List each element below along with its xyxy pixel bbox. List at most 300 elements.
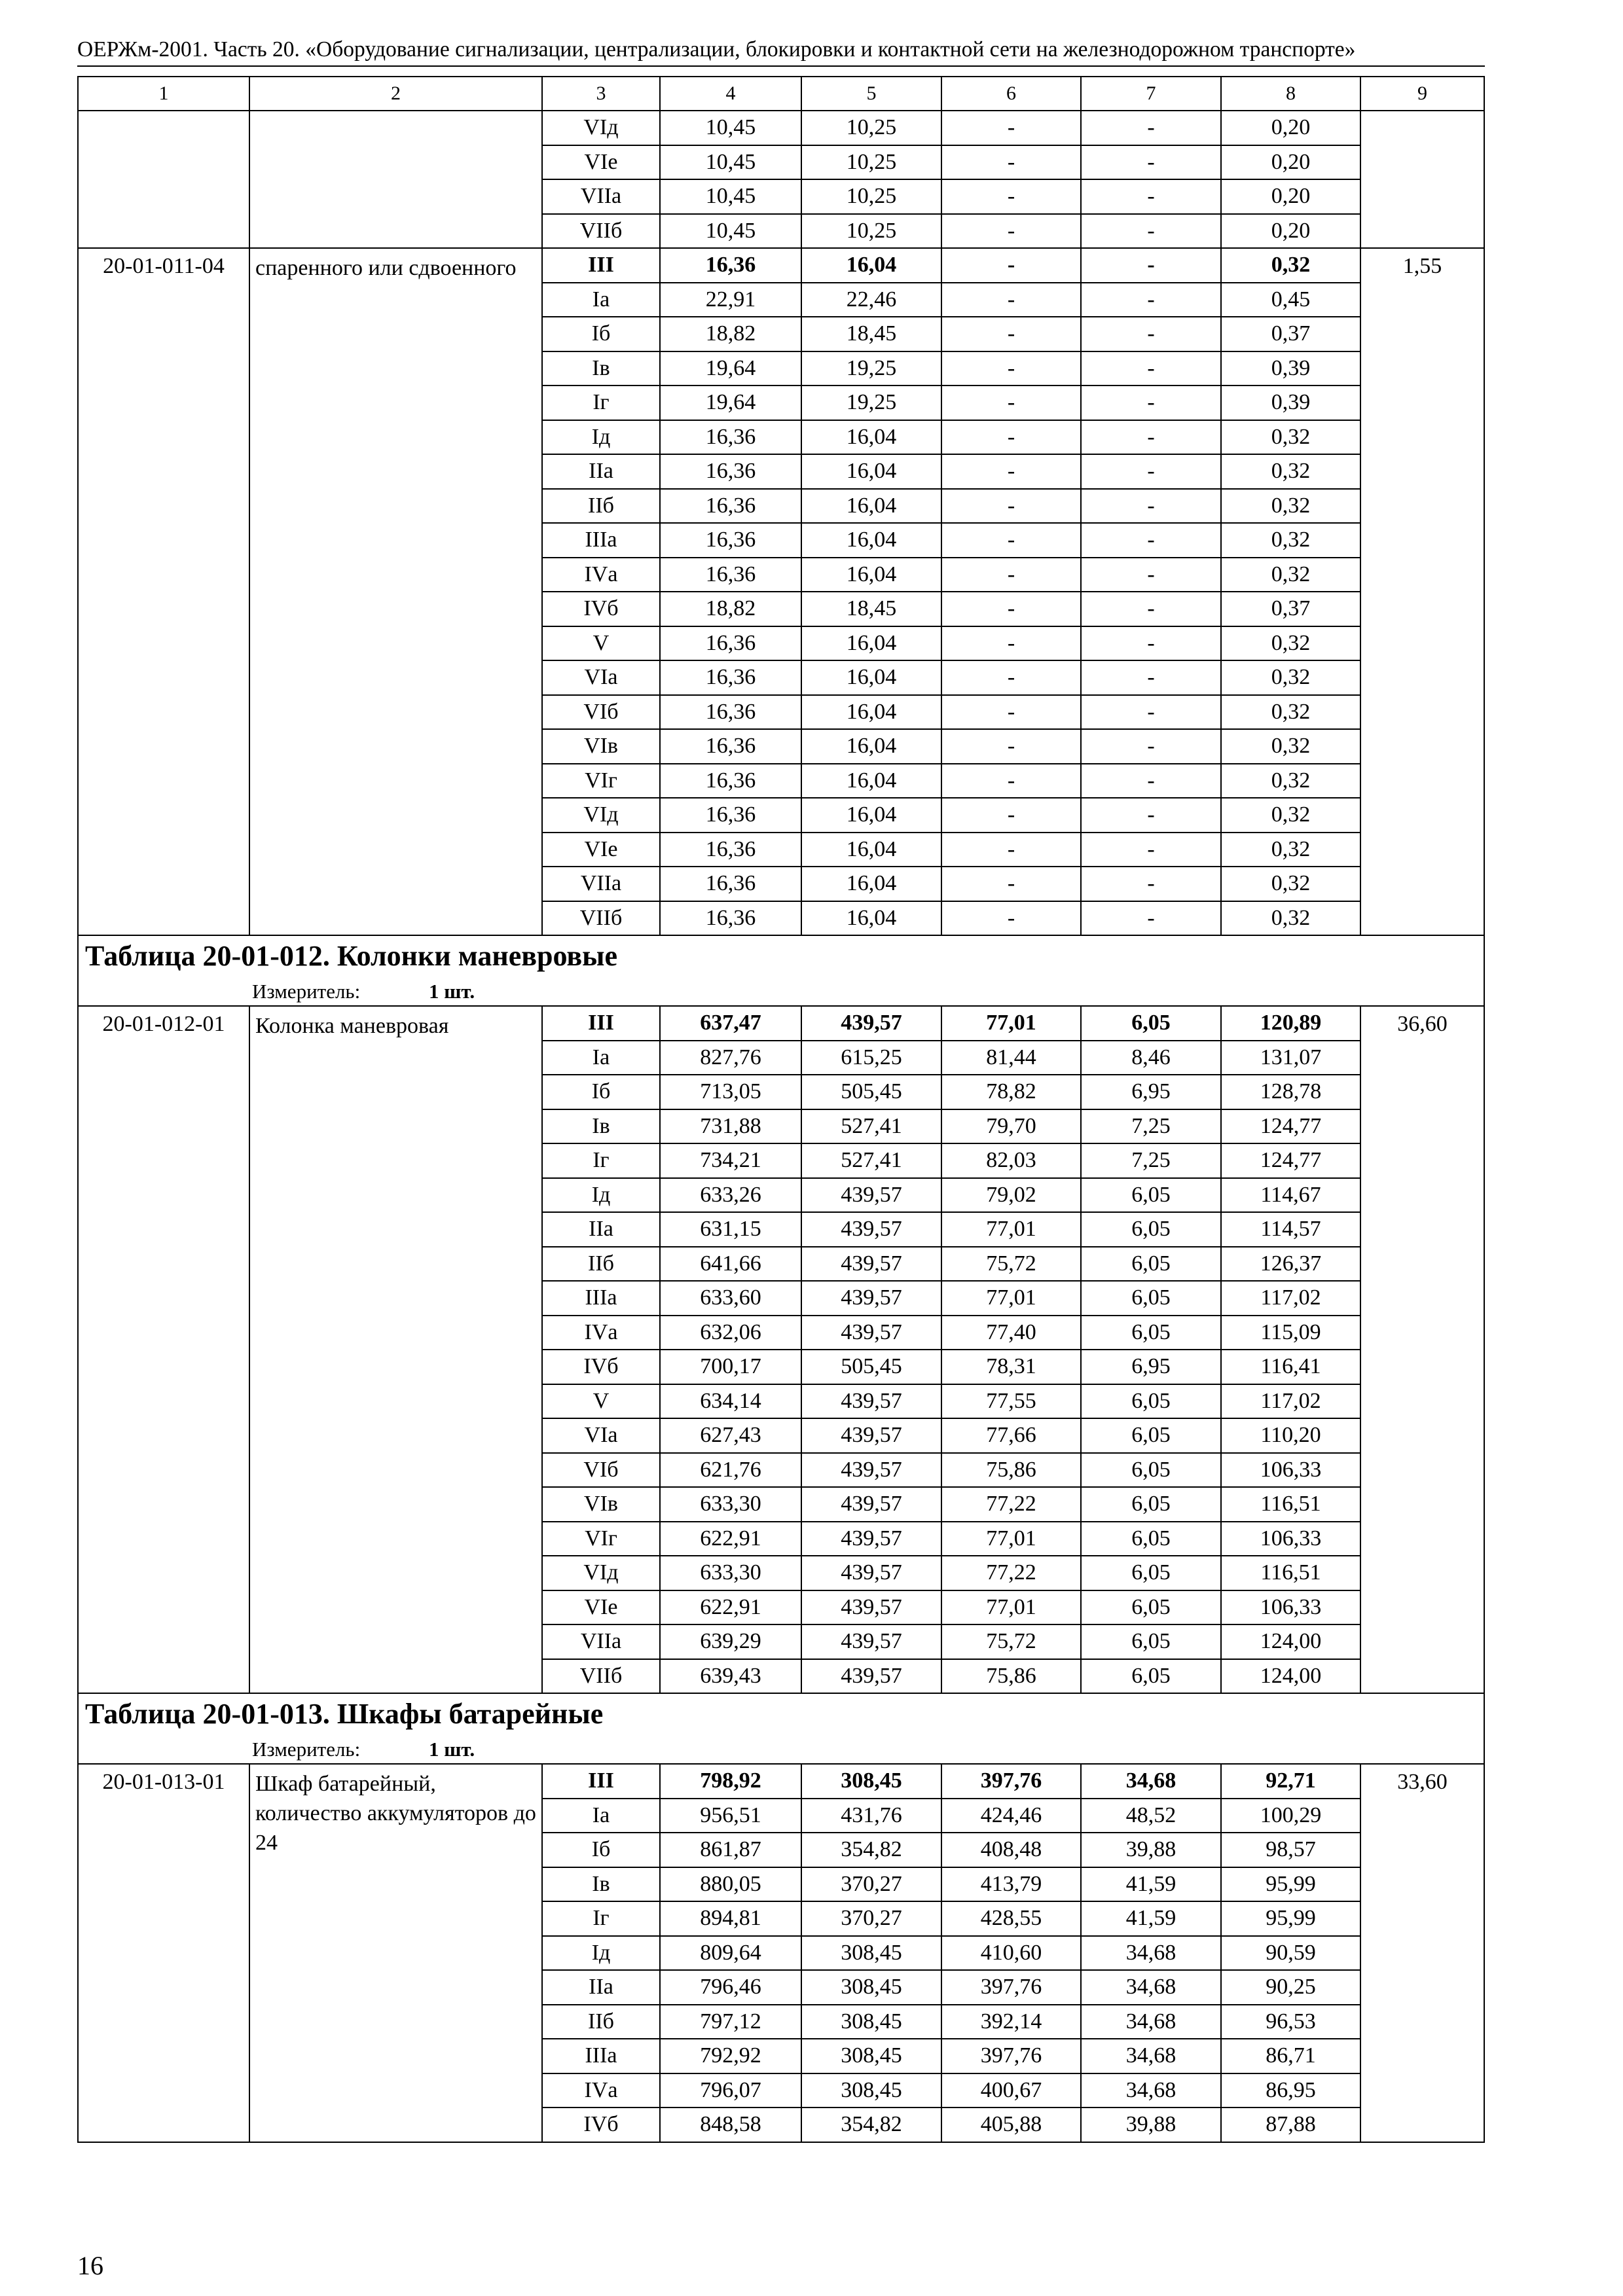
value-cell: 0,20 (1221, 179, 1360, 214)
value-cell: 639,43 (660, 1659, 801, 1694)
value-cell: 77,22 (941, 1556, 1081, 1590)
value-cell: 34,68 (1081, 2039, 1221, 2073)
value-cell: 6,05 (1081, 1006, 1221, 1041)
zone-cell: IIIа (542, 523, 660, 558)
value-cell: - (941, 592, 1081, 626)
value-cell: 731,88 (660, 1109, 801, 1144)
value-cell: 0,20 (1221, 145, 1360, 180)
zone-cell: VIд (542, 111, 660, 145)
value-cell: - (941, 214, 1081, 249)
value-cell: 0,32 (1221, 901, 1360, 936)
value-cell: 39,88 (1081, 2108, 1221, 2142)
value-cell: 16,04 (801, 729, 941, 764)
column-number: 1 (78, 77, 249, 111)
value-cell: 116,51 (1221, 1556, 1360, 1590)
column-number: 4 (660, 77, 801, 111)
value-cell: 7,25 (1081, 1143, 1221, 1178)
value-cell: 116,41 (1221, 1350, 1360, 1384)
zone-cell: Iд (542, 1178, 660, 1213)
value-cell: 6,95 (1081, 1350, 1221, 1384)
unit-cell (78, 977, 1484, 1006)
zone-cell: VIв (542, 1487, 660, 1522)
value-cell: 116,51 (1221, 1487, 1360, 1522)
value-cell: 22,91 (660, 283, 801, 317)
zone-cell: IIб (542, 489, 660, 524)
value-cell: - (941, 145, 1081, 180)
value-cell: - (941, 729, 1081, 764)
value-cell: 0,45 (1221, 283, 1360, 317)
value-cell: 19,64 (660, 386, 801, 420)
value-cell: 86,95 (1221, 2073, 1360, 2108)
value-cell: 439,57 (801, 1556, 941, 1590)
unit-row (78, 977, 1484, 1006)
value-cell: - (941, 867, 1081, 901)
zone-cell: IVб (542, 592, 660, 626)
value-cell: 39,88 (1081, 1833, 1221, 1867)
value-cell: - (941, 901, 1081, 936)
value-cell: 0,32 (1221, 833, 1360, 867)
value-cell: 405,88 (941, 2108, 1081, 2142)
value-cell: 19,25 (801, 351, 941, 386)
value-cell: 106,33 (1221, 1453, 1360, 1488)
header-rule (77, 65, 1485, 67)
value-cell: 439,57 (801, 1212, 941, 1247)
value-cell: 439,57 (801, 1281, 941, 1316)
value-cell: 0,20 (1221, 111, 1360, 145)
value-cell: 16,36 (660, 523, 801, 558)
value-cell: 6,05 (1081, 1247, 1221, 1282)
zone-cell: VIIа (542, 1624, 660, 1659)
value-cell: 90,25 (1221, 1970, 1360, 2005)
value-cell: 408,48 (941, 1833, 1081, 1867)
value-cell: - (1081, 660, 1221, 695)
zone-cell: Iа (542, 1041, 660, 1075)
zone-cell: VIа (542, 1418, 660, 1453)
zone-cell: VIг (542, 764, 660, 798)
value-cell: 6,05 (1081, 1522, 1221, 1556)
value-cell: 16,04 (801, 833, 941, 867)
value-cell: 8,46 (1081, 1041, 1221, 1075)
value-cell: 634,14 (660, 1384, 801, 1419)
code-cell (78, 111, 249, 248)
value-cell: 10,25 (801, 111, 941, 145)
zone-cell: VIг (542, 1522, 660, 1556)
value-cell: - (1081, 626, 1221, 661)
value-cell: 0,32 (1221, 420, 1360, 455)
value-cell: 124,00 (1221, 1624, 1360, 1659)
value-cell: 106,33 (1221, 1522, 1360, 1556)
value-cell: 87,88 (1221, 2108, 1360, 2142)
value-cell: 637,47 (660, 1006, 801, 1041)
zone-cell: IIIа (542, 2039, 660, 2073)
value-cell: 16,36 (660, 833, 801, 867)
zone-cell: IIб (542, 2005, 660, 2039)
value-cell: - (1081, 695, 1221, 730)
value-cell: 48,52 (1081, 1799, 1221, 1833)
column-number: 8 (1221, 77, 1360, 111)
value-cell: 16,04 (801, 798, 941, 833)
value-cell: 16,36 (660, 729, 801, 764)
value-cell: 633,30 (660, 1556, 801, 1590)
value-cell: 16,36 (660, 901, 801, 936)
col9-cell: 1,55 (1360, 248, 1484, 935)
value-cell: 621,76 (660, 1453, 801, 1488)
value-cell: 18,45 (801, 592, 941, 626)
zone-cell: IVа (542, 2073, 660, 2108)
value-cell: 79,02 (941, 1178, 1081, 1213)
value-cell: 439,57 (801, 1418, 941, 1453)
value-cell: 627,43 (660, 1418, 801, 1453)
value-cell: 16,04 (801, 901, 941, 936)
value-cell: 34,68 (1081, 1764, 1221, 1799)
value-cell: 18,45 (801, 317, 941, 351)
value-cell: 16,36 (660, 695, 801, 730)
value-cell: - (941, 454, 1081, 489)
value-cell: 86,71 (1221, 2039, 1360, 2073)
value-cell: 79,70 (941, 1109, 1081, 1144)
value-cell: 98,57 (1221, 1833, 1360, 1867)
value-cell: 633,60 (660, 1281, 801, 1316)
value-cell: 439,57 (801, 1384, 941, 1419)
value-cell: 10,25 (801, 214, 941, 249)
value-cell: 797,12 (660, 2005, 801, 2039)
value-cell: - (1081, 764, 1221, 798)
value-cell: - (941, 833, 1081, 867)
value-cell: 77,01 (941, 1212, 1081, 1247)
value-cell: 16,04 (801, 626, 941, 661)
zone-cell: IIб (542, 1247, 660, 1282)
zone-cell: IVа (542, 558, 660, 592)
value-cell: - (941, 489, 1081, 524)
value-cell: 6,95 (1081, 1075, 1221, 1109)
value-cell: 848,58 (660, 2108, 801, 2142)
value-cell: 6,05 (1081, 1556, 1221, 1590)
value-cell: 439,57 (801, 1659, 941, 1694)
value-cell: 370,27 (801, 1901, 941, 1936)
value-cell: 75,72 (941, 1624, 1081, 1659)
column-number: 7 (1081, 77, 1221, 111)
value-cell: 120,89 (1221, 1006, 1360, 1041)
value-cell: 34,68 (1081, 1936, 1221, 1971)
value-cell: 308,45 (801, 1936, 941, 1971)
zone-cell: IIа (542, 454, 660, 489)
table-title: Таблица 20-01-012. Колонки маневровые (78, 935, 1484, 977)
value-cell: 0,20 (1221, 214, 1360, 249)
value-cell: 10,45 (660, 145, 801, 180)
value-cell: 861,87 (660, 1833, 801, 1867)
value-cell: 75,86 (941, 1659, 1081, 1694)
name-cell: спаренного или сдвоенного (249, 248, 542, 935)
column-number: 3 (542, 77, 660, 111)
zone-cell: Iв (542, 1867, 660, 1902)
table-row (78, 1006, 1484, 1041)
value-cell: 6,05 (1081, 1384, 1221, 1419)
value-cell: 77,40 (941, 1316, 1081, 1350)
value-cell: 397,76 (941, 2039, 1081, 2073)
value-cell: 7,25 (1081, 1109, 1221, 1144)
value-cell: 10,45 (660, 111, 801, 145)
zone-cell: Iг (542, 1901, 660, 1936)
value-cell: - (1081, 729, 1221, 764)
code-cell: 20-01-013-01 (78, 1764, 249, 2142)
value-cell: 439,57 (801, 1590, 941, 1625)
value-cell: - (1081, 420, 1221, 455)
table-row (78, 111, 1484, 145)
table-title-row (78, 935, 1484, 977)
value-cell: 82,03 (941, 1143, 1081, 1178)
value-cell: 78,31 (941, 1350, 1081, 1384)
value-cell: 439,57 (801, 1522, 941, 1556)
value-cell: - (941, 695, 1081, 730)
name-cell (249, 111, 542, 248)
value-cell: 115,09 (1221, 1316, 1360, 1350)
value-cell: 0,39 (1221, 386, 1360, 420)
value-cell: 124,77 (1221, 1109, 1360, 1144)
value-cell: 16,04 (801, 764, 941, 798)
value-cell: - (941, 626, 1081, 661)
value-cell: 114,57 (1221, 1212, 1360, 1247)
value-cell: 16,36 (660, 660, 801, 695)
value-cell: 131,07 (1221, 1041, 1360, 1075)
value-cell: 77,22 (941, 1487, 1081, 1522)
value-cell: - (1081, 248, 1221, 283)
value-cell: - (1081, 386, 1221, 420)
page-number: 16 (77, 2251, 103, 2280)
value-cell: 10,45 (660, 179, 801, 214)
value-cell: 308,45 (801, 2005, 941, 2039)
zone-cell: IIIа (542, 1281, 660, 1316)
value-cell: 16,04 (801, 558, 941, 592)
value-cell: 16,04 (801, 660, 941, 695)
value-cell: 956,51 (660, 1799, 801, 1833)
zone-cell: VIе (542, 1590, 660, 1625)
column-number: 6 (941, 77, 1081, 111)
zone-cell: VIIб (542, 1659, 660, 1694)
value-cell: 0,37 (1221, 592, 1360, 626)
value-cell: 117,02 (1221, 1281, 1360, 1316)
zone-cell: Iд (542, 1936, 660, 1971)
value-cell: 6,05 (1081, 1418, 1221, 1453)
value-cell: 0,37 (1221, 317, 1360, 351)
value-cell: - (1081, 489, 1221, 524)
value-cell: 397,76 (941, 1970, 1081, 2005)
value-cell: 16,04 (801, 248, 941, 283)
value-cell: - (941, 111, 1081, 145)
value-cell: - (941, 179, 1081, 214)
zone-cell: Iг (542, 386, 660, 420)
value-cell: - (1081, 833, 1221, 867)
value-cell: - (1081, 179, 1221, 214)
zone-cell: VIе (542, 833, 660, 867)
zone-cell: VIд (542, 1556, 660, 1590)
value-cell: 18,82 (660, 317, 801, 351)
value-cell: 0,32 (1221, 626, 1360, 661)
zone-cell: Iб (542, 1075, 660, 1109)
value-cell: 439,57 (801, 1624, 941, 1659)
value-cell: 439,57 (801, 1316, 941, 1350)
zone-cell: VIб (542, 1453, 660, 1488)
zone-cell: IIа (542, 1212, 660, 1247)
zone-cell: Iб (542, 1833, 660, 1867)
value-cell: - (941, 660, 1081, 695)
value-cell: - (941, 558, 1081, 592)
running-title: ОЕРЖм-2001. Часть 20. «Оборудование сигнализации, централизации, блокировки и контактной сети на железнодорожном транспорте» (77, 37, 1356, 62)
value-cell: - (941, 764, 1081, 798)
zone-cell: IVб (542, 1350, 660, 1384)
value-cell: 77,01 (941, 1006, 1081, 1041)
value-cell: 809,64 (660, 1936, 801, 1971)
value-cell: 34,68 (1081, 2005, 1221, 2039)
value-cell: - (1081, 351, 1221, 386)
value-cell: 110,20 (1221, 1418, 1360, 1453)
value-cell: 126,37 (1221, 1247, 1360, 1282)
value-cell: 615,25 (801, 1041, 941, 1075)
value-cell: 527,41 (801, 1143, 941, 1178)
value-cell: - (941, 798, 1081, 833)
value-cell: 18,82 (660, 592, 801, 626)
value-cell: 6,05 (1081, 1590, 1221, 1625)
value-cell: 894,81 (660, 1901, 801, 1936)
value-cell: 505,45 (801, 1350, 941, 1384)
value-cell: - (941, 386, 1081, 420)
value-cell: 77,01 (941, 1590, 1081, 1625)
value-cell: 75,72 (941, 1247, 1081, 1282)
value-cell: 16,04 (801, 489, 941, 524)
value-cell: 6,05 (1081, 1178, 1221, 1213)
column-number: 9 (1360, 77, 1484, 111)
value-cell: 19,25 (801, 386, 941, 420)
value-cell: 16,36 (660, 798, 801, 833)
value-cell: 96,53 (1221, 2005, 1360, 2039)
value-cell: 75,86 (941, 1453, 1081, 1488)
value-cell: - (941, 248, 1081, 283)
unit-value: 1 шт. (429, 979, 475, 1003)
value-cell: 92,71 (1221, 1764, 1360, 1799)
zone-cell: V (542, 1384, 660, 1419)
value-cell: 0,32 (1221, 695, 1360, 730)
value-cell: 633,30 (660, 1487, 801, 1522)
value-cell: 77,66 (941, 1418, 1081, 1453)
rates-table-body (78, 77, 1484, 2142)
value-cell: 41,59 (1081, 1867, 1221, 1902)
table-title: Таблица 20-01-013. Шкафы батарейные (78, 1693, 1484, 1734)
table-row (78, 248, 1484, 283)
value-cell: 90,59 (1221, 1936, 1360, 1971)
value-cell: 633,26 (660, 1178, 801, 1213)
column-number: 5 (801, 77, 941, 111)
value-cell: 308,45 (801, 2073, 941, 2108)
rates-table (77, 76, 1485, 2143)
value-cell: 354,82 (801, 1833, 941, 1867)
unit-label: Измеритель: (252, 1737, 361, 1761)
table-row (78, 1764, 1484, 1799)
value-cell: - (1081, 145, 1221, 180)
value-cell: 0,32 (1221, 558, 1360, 592)
value-cell: 439,57 (801, 1178, 941, 1213)
value-cell: 700,17 (660, 1350, 801, 1384)
zone-cell: VIв (542, 729, 660, 764)
value-cell: 114,67 (1221, 1178, 1360, 1213)
value-cell: 10,25 (801, 145, 941, 180)
value-cell: 6,05 (1081, 1659, 1221, 1694)
value-cell: 16,36 (660, 454, 801, 489)
value-cell: 34,68 (1081, 2073, 1221, 2108)
value-cell: 16,36 (660, 420, 801, 455)
value-cell: 0,32 (1221, 764, 1360, 798)
value-cell: 16,36 (660, 248, 801, 283)
value-cell: 10,25 (801, 179, 941, 214)
name-cell: Колонка маневровая (249, 1006, 542, 1693)
value-cell: 78,82 (941, 1075, 1081, 1109)
value-cell: 124,00 (1221, 1659, 1360, 1694)
value-cell: 16,36 (660, 626, 801, 661)
value-cell: 16,04 (801, 454, 941, 489)
col9-cell (1360, 111, 1484, 248)
value-cell: 734,21 (660, 1143, 801, 1178)
value-cell: - (941, 351, 1081, 386)
zone-cell: Iд (542, 420, 660, 455)
zone-cell: IVб (542, 2108, 660, 2142)
value-cell: 400,67 (941, 2073, 1081, 2108)
value-cell: - (1081, 454, 1221, 489)
value-cell: - (941, 523, 1081, 558)
value-cell: 6,05 (1081, 1453, 1221, 1488)
zone-cell: IIа (542, 1970, 660, 2005)
code-cell: 20-01-012-01 (78, 1006, 249, 1693)
value-cell: - (1081, 214, 1221, 249)
value-cell: 308,45 (801, 1764, 941, 1799)
column-number-row (78, 77, 1484, 111)
value-cell: 6,05 (1081, 1281, 1221, 1316)
value-cell: 796,46 (660, 1970, 801, 2005)
value-cell: 16,04 (801, 523, 941, 558)
value-cell: 16,36 (660, 764, 801, 798)
value-cell: 10,45 (660, 214, 801, 249)
column-number: 2 (249, 77, 542, 111)
zone-cell: VIIб (542, 214, 660, 249)
value-cell: 0,32 (1221, 248, 1360, 283)
value-cell: 77,55 (941, 1384, 1081, 1419)
value-cell: 796,07 (660, 2073, 801, 2108)
value-cell: 16,36 (660, 558, 801, 592)
value-cell: 16,04 (801, 420, 941, 455)
value-cell: 22,46 (801, 283, 941, 317)
value-cell: 397,76 (941, 1764, 1081, 1799)
value-cell: 81,44 (941, 1041, 1081, 1075)
value-cell: 77,01 (941, 1281, 1081, 1316)
value-cell: - (1081, 111, 1221, 145)
value-cell: 424,46 (941, 1799, 1081, 1833)
value-cell: 0,32 (1221, 523, 1360, 558)
value-cell: 0,32 (1221, 660, 1360, 695)
value-cell: - (941, 317, 1081, 351)
value-cell: 0,32 (1221, 867, 1360, 901)
value-cell: - (1081, 317, 1221, 351)
zone-cell: III (542, 1764, 660, 1799)
value-cell: 413,79 (941, 1867, 1081, 1902)
unit-row (78, 1734, 1484, 1764)
value-cell: 798,92 (660, 1764, 801, 1799)
value-cell: - (1081, 901, 1221, 936)
value-cell: 6,05 (1081, 1487, 1221, 1522)
value-cell: 505,45 (801, 1075, 941, 1109)
zone-cell: IVа (542, 1316, 660, 1350)
value-cell: - (1081, 558, 1221, 592)
value-cell: 439,57 (801, 1487, 941, 1522)
value-cell: - (1081, 867, 1221, 901)
value-cell: 41,59 (1081, 1901, 1221, 1936)
value-cell: 641,66 (660, 1247, 801, 1282)
